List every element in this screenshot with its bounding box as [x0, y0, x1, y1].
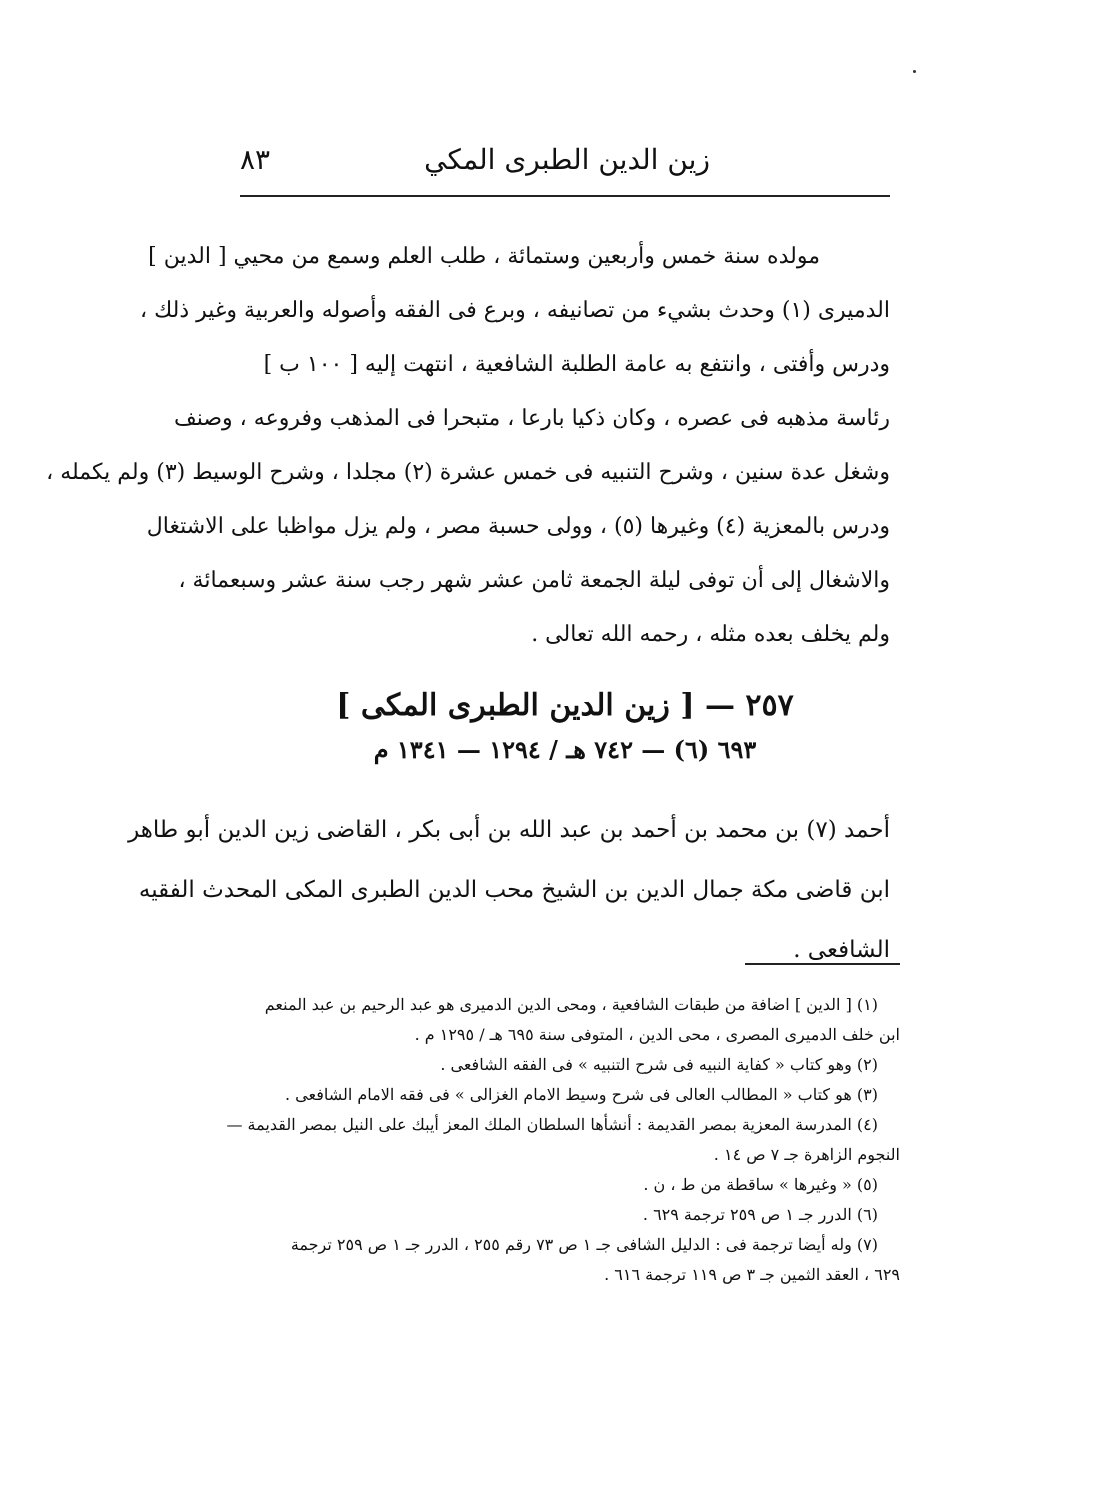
footnote-line: (٣) هو كتاب « المطالب العالى فى شرح وسيط الامام الغزالى » فى فقه الامام الشافعى .: [284, 1085, 878, 1104]
body-line: ودرس بالمعزية (٤) وغيرها (٥) ، وولى حسبة مصر ، ولم يزل مواظبا على الاشتغال: [146, 514, 890, 539]
entry-dates: ٦٩٣ (٦) — ٧٤٢ هـ / ١٢٩٤ — ١٣٤١ م: [373, 735, 757, 764]
body-line: الدميرى (١) وحدث بشيء من تصانيفه ، وبرع فى الفقه وأصوله والعربية وغير ذلك ،: [139, 298, 890, 323]
entry-heading: [240, 682, 890, 770]
footnote-line: (٧) وله أيضا ترجمة فى : الدليل الشافى جـ ١ ص ٧٣ رقم ٢٥٥ ، الدرر جـ ١ ص ٢٥٩ ترجمة: [290, 1235, 878, 1254]
page-number: ٨٣: [240, 143, 271, 176]
footnote-line: (٤) المدرسة المعزية بمصر القديمة : أنشأها السلطان الملك المعز أيبك على النيل بمصر القديمة —: [226, 1115, 878, 1134]
body-line: مولده سنة خمس وأربعين وستمائة ، طلب العلم وسمع من محيي [ الدين ]: [148, 244, 820, 269]
running-title: زين الدين الطبرى المكي: [424, 143, 710, 176]
footnote-line: ابن خلف الدميرى المصرى ، محى الدين ، المتوفى سنة ٦٩٥ هـ / ١٢٩٥ م .: [414, 1025, 900, 1044]
footnote-line: (٢) وهو كتاب « كفاية النبيه فى شرح التنبيه » فى الفقه الشافعى .: [440, 1055, 878, 1074]
body-line: رئاسة مذهبه فى عصره ، وكان ذكيا بارعا ، متبحرا فى المذهب وفروعه ، وصنف: [173, 406, 890, 431]
footnote-line: (١) [ الدين ] اضافة من طبقات الشافعية ، ومحى الدين الدميرى هو عبد الرحيم بن عبد المنعم: [264, 995, 878, 1014]
scan-speck: [913, 70, 916, 73]
body-line: وشغل عدة سنين ، وشرح التنبيه فى خمس عشرة (٢) مجلدا ، وشرح الوسيط (٣) ولم يكمله ،: [46, 460, 890, 485]
entry-paragraph: [128, 800, 890, 980]
footnote-line: (٥) « وغيرها » ساقطة من ط ، ن .: [643, 1175, 878, 1194]
footnotes: [226, 990, 900, 1290]
entry-title: ٢٥٧ — [ زين الدين الطبرى المكى ]: [336, 688, 794, 723]
footnote-separator: [745, 963, 900, 965]
footnote-line: النجوم الزاهرة جـ ٧ ص ١٤ .: [713, 1145, 900, 1164]
body-paragraph: [46, 230, 890, 662]
running-header: [240, 143, 890, 187]
body-line: ولم يخلف بعده مثله ، رحمه الله تعالى .: [531, 622, 890, 647]
header-rule: [240, 195, 890, 197]
entry-line: الشافعى .: [793, 937, 890, 963]
entry-line: ابن قاضى مكة جمال الدين بن الشيخ محب الدين الطبرى المكى المحدث الفقيه: [138, 877, 890, 903]
footnote-line: (٦) الدرر جـ ١ ص ٢٥٩ ترجمة ٦٢٩ .: [642, 1205, 878, 1224]
footnote-line: ٦٢٩ ، العقد الثمين جـ ٣ ص ١١٩ ترجمة ٦١٦ .: [604, 1265, 900, 1284]
body-line: ودرس وأفتى ، وانتفع به عامة الطلبة الشافعية ، انتهت إليه [ ١٠٠ ب ]: [263, 352, 890, 377]
entry-line: أحمد (٧) بن محمد بن أحمد بن عبد الله بن أبى بكر ، القاضى زين الدين أبو طاهر: [128, 817, 890, 843]
body-line: والاشغال إلى أن توفى ليلة الجمعة ثامن عشر شهر رجب سنة عشر وسبعمائة ،: [178, 568, 890, 593]
